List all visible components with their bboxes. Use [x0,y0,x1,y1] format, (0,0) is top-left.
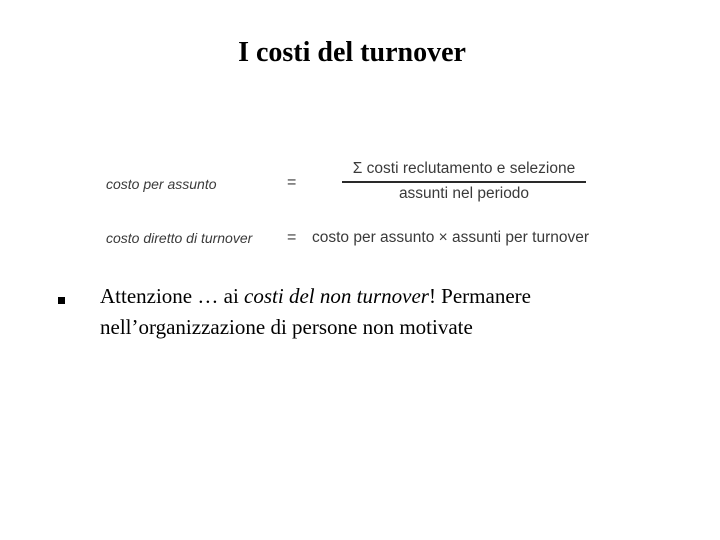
fraction-numerator: Σ costi reclutamento e selezione [352,160,576,177]
formula-block [0,150,720,260]
bullet-text-start: Attenzione … ai [100,284,245,308]
formula-label-direct-turnover-cost: costo diretto di turnover [106,230,253,246]
formula-label-cost-per-hire: costo per assunto [106,176,217,192]
formula-expression: costo per assunto × assunti per turnover [312,229,590,246]
bullet-text [100,281,660,343]
formula-fraction [342,160,586,203]
bullet-text-italic: costi del non turnover [244,284,429,308]
page-title: I costi del turnover [238,37,466,68]
formula-equals-sign: = [287,174,297,191]
bullet-text-end: ! Permanere nell’organizzazione di persone non motivate [100,284,531,339]
square-bullet-icon [58,297,65,304]
fraction-denominator: assunti nel periodo [398,185,530,202]
formula-equals-sign: = [287,229,297,246]
